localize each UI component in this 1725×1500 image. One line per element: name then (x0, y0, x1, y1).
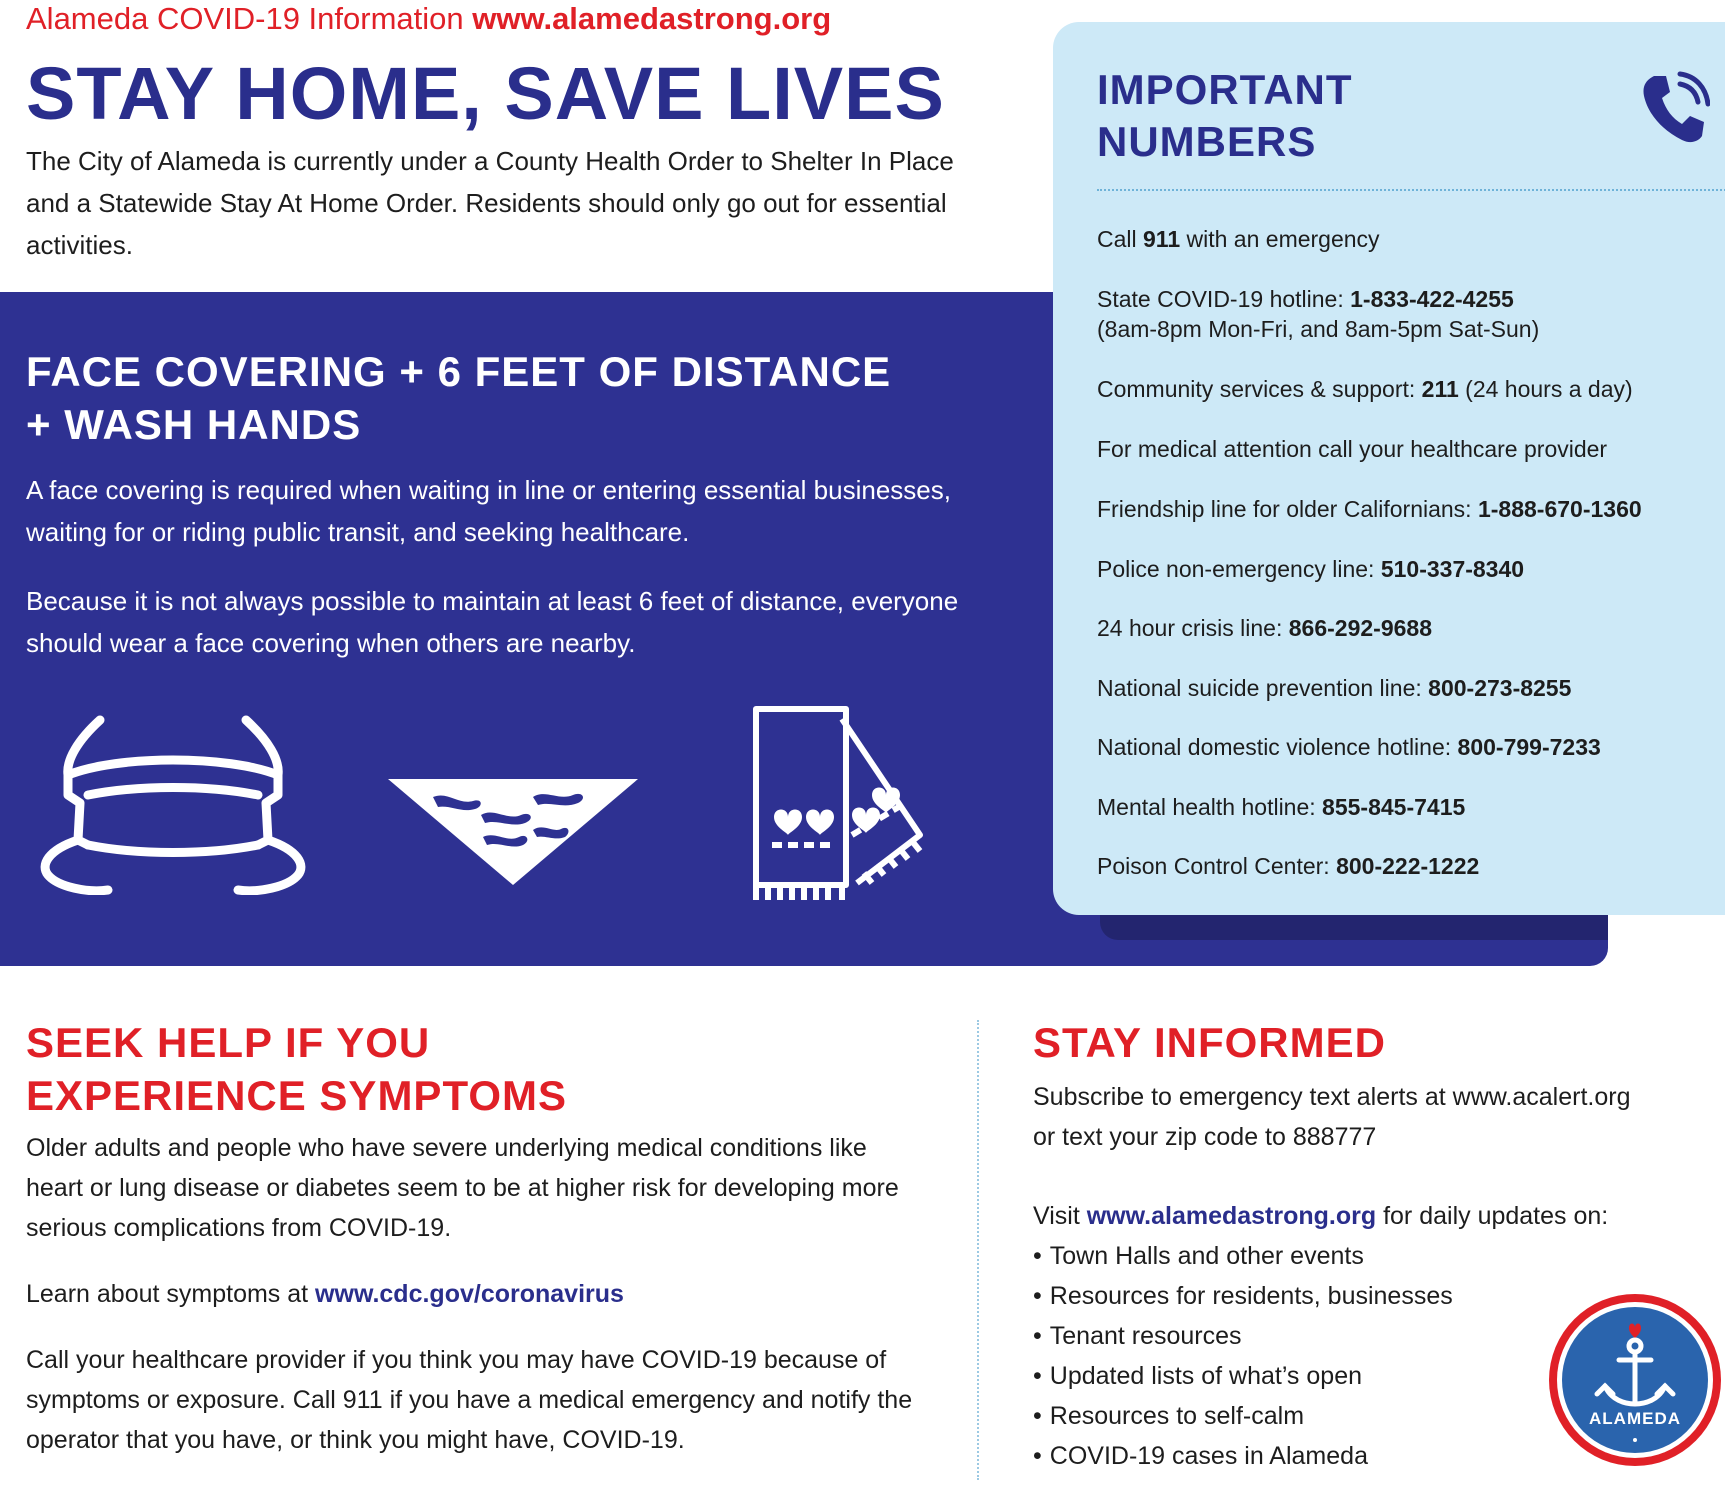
phone-number-link[interactable]: 866-292-9688 (1288, 615, 1432, 641)
phone-number-link[interactable]: 800-273-8255 (1428, 675, 1572, 701)
logo-text: ALAMEDA (1589, 1409, 1681, 1428)
scarf-icon (752, 705, 952, 905)
top-url-link[interactable]: www.alamedastrong.org (472, 1, 832, 36)
important-numbers-heading (1097, 64, 1353, 168)
number-item: National suicide prevention line: 800-273-8255 (1097, 675, 1572, 701)
seek-help-heading (26, 1016, 926, 1122)
face-covering-heading-line1: FACE COVERING + 6 FEET OF DISTANCE (26, 348, 892, 395)
face-covering-paragraph-1: A face covering is required when waiting in line or entering essential businesses, waiting for or riding public transit, and seeking healthcare. (26, 475, 951, 547)
alamedastrong-link[interactable]: www.alamedastrong.org (1086, 1202, 1377, 1230)
list-item: • Tenant resources (1033, 1316, 1453, 1356)
cdc-link[interactable]: www.cdc.gov/coronavirus (315, 1280, 624, 1308)
phone-number-link[interactable]: 510-337-8340 (1380, 556, 1525, 582)
number-item: Mental health hotline: 855-845-7415 (1097, 794, 1466, 820)
stay-informed-paragraph: Subscribe to emergency text alerts at www.acalert.org or text your zip code to 888777 (1033, 1083, 1631, 1151)
number-item: Poison Control Center: 800-222-1222 (1097, 853, 1480, 879)
list-item: • Resources to self-calm (1033, 1396, 1453, 1436)
number-item: Community services & support: 211 (24 hours a day) (1097, 376, 1633, 402)
phone-number-link[interactable]: 855-845-7415 (1322, 794, 1466, 820)
face-covering-paragraph-2: Because it is not always possible to maintain at least 6 feet of distance, everyone should wear a face covering when others are nearby. (26, 586, 959, 658)
top-line (26, 0, 831, 38)
seek-help-heading-line2: EXPERIENCE SYMPTOMS (26, 1072, 568, 1119)
seek-help-paragraph-3: Call your healthcare provider if you think you may have COVID-19 because of symptoms or exposure. Call 911 if you have a medical emergency and notify the operator that you have, or think you might have, COVID-19. (26, 1346, 913, 1454)
important-numbers-heading-line2: NUMBERS (1097, 118, 1317, 165)
bandana-icon (383, 775, 643, 890)
stay-informed-visit: Visit www.alamedastrong.org for daily updates on: (1033, 1202, 1609, 1230)
list-item: • Town Halls and other events (1033, 1236, 1453, 1276)
face-mask-icon (38, 715, 308, 895)
updates-list (1033, 1236, 1453, 1476)
list-item: • COVID-19 cases in Alameda (1033, 1436, 1453, 1476)
face-covering-heading (26, 345, 1006, 451)
number-item: State COVID-19 hotline: 1-833-422-4255 (1097, 286, 1514, 312)
number-item: National domestic violence hotline: 800-799-7233 (1097, 734, 1601, 760)
phone-number-link[interactable]: 911 (1143, 226, 1181, 252)
stay-informed-heading: STAY INFORMED (1033, 1019, 1386, 1066)
intro-text: The City of Alameda is currently under a County Health Order to Shelter In Place and a Statewide Stay At Home Order. Residents should only go out for essential activities. (26, 146, 954, 260)
list-item: • Resources for residents, businesses (1033, 1276, 1453, 1316)
phone-number-link[interactable]: 211 (1421, 376, 1459, 402)
page-title: STAY HOME, SAVE LIVES (26, 52, 945, 135)
number-item-hours: (8am-8pm Mon-Fri, and 8am-5pm Sat-Sun) (1097, 316, 1540, 342)
number-item: 24 hour crisis line: 866-292-9688 (1097, 615, 1432, 641)
phone-number-link[interactable]: 800-222-1222 (1336, 853, 1480, 879)
face-covering-heading-line2: + WASH HANDS (26, 401, 362, 448)
top-prefix: Alameda COVID-19 Information (26, 1, 464, 36)
number-item: Police non-emergency line: 510-337-8340 (1097, 556, 1525, 582)
column-divider (977, 1020, 979, 1480)
seek-help-paragraph-1: Older adults and people who have severe underlying medical conditions like heart or lung disease or diabetes seem to be at higher risk for developing more serious complications from COVID-19. (26, 1134, 899, 1242)
phone-icon (1640, 70, 1710, 150)
number-item: Friendship line for older Californians: 1-888-670-1360 (1097, 496, 1642, 522)
important-numbers-heading-line1: IMPORTANT (1097, 66, 1353, 113)
number-item: For medical attention call your healthcare provider (1097, 436, 1608, 462)
list-item: • Updated lists of what’s open (1033, 1356, 1453, 1396)
card-divider (1097, 189, 1725, 191)
phone-number-link[interactable]: 1-833-422-4255 (1350, 286, 1514, 312)
alameda-logo (1545, 1290, 1725, 1470)
seek-help-heading-line1: SEEK HELP IF YOU (26, 1019, 431, 1066)
seek-help-paragraph-2: Learn about symptoms at www.cdc.gov/coronavirus (26, 1280, 624, 1308)
number-item: Call 911 with an emergency (1097, 226, 1380, 252)
phone-number-link[interactable]: 1-888-670-1360 (1477, 496, 1642, 522)
phone-number-link[interactable]: 800-799-7233 (1457, 734, 1601, 760)
